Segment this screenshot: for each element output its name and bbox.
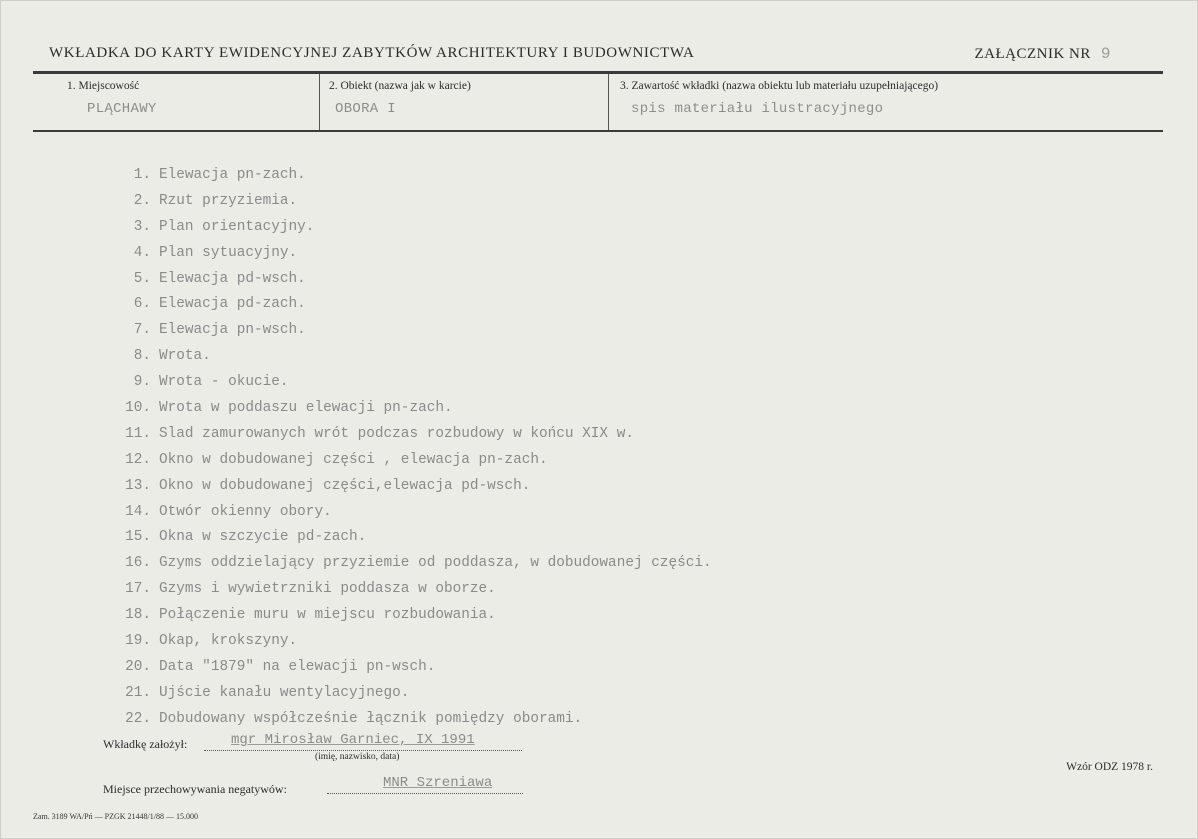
item-number: 6. [133, 296, 151, 313]
list-item [105, 292, 712, 318]
annex-label-text: ZAŁĄCZNIK NR [974, 46, 1091, 62]
field-divider-2 [608, 74, 609, 130]
item-text: Wrota w poddaszu elewacji pn-zach. [159, 400, 453, 417]
field-contents-label: 3. Zawartość wkładki (nazwa obiektu lub materiału uzupełniającego) [620, 80, 939, 92]
annex-label [974, 45, 1111, 63]
item-number: 4. [133, 244, 151, 261]
item-text: Plan sytuacyjny. [159, 244, 298, 261]
item-text: Okno w dobudowanej części , elewacja pn-zach. [159, 451, 548, 468]
list-item [105, 551, 712, 577]
item-text: Elewacja pd-zach. [159, 296, 306, 313]
item-number: 21. [125, 684, 151, 701]
annex-number: 9 [1100, 45, 1111, 63]
list-item [105, 474, 712, 500]
item-text: Slad zamurowanych wrót podczas rozbudowy w końcu XIX w. [159, 425, 634, 442]
field-object-label: 2. Obiekt (nazwa jak w karcie) [329, 80, 471, 92]
item-text: Okna w szczycie pd-zach. [159, 529, 367, 546]
list-item [105, 396, 712, 422]
item-number: 22. [125, 710, 151, 727]
item-number: 15. [125, 529, 151, 546]
list-item [105, 525, 712, 551]
item-number: 16. [125, 555, 151, 572]
item-number: 8. [133, 348, 151, 365]
item-text: Otwór okienny obory. [159, 503, 332, 520]
list-item [105, 267, 712, 293]
item-text: Data "1879" na elewacji pn-wsch. [159, 658, 436, 675]
list-item [105, 577, 712, 603]
item-text: Elewacja pn-wsch. [159, 322, 306, 339]
item-text: Okap, krokszyny. [159, 633, 298, 650]
item-text: Okno w dobudowanej części,elewacja pd-wsch. [159, 477, 531, 494]
item-number: 1. [133, 167, 151, 183]
form-title: WKŁADKA DO KARTY EWIDENCYJNEJ ZABYTKÓW ARCHITEKTURY I BUDOWNICTWA [49, 45, 695, 61]
item-text: Plan orientacyjny. [159, 218, 315, 235]
item-text: Gzyms i wywietrzniki poddasza w oborze. [159, 581, 496, 598]
item-number: 7. [133, 322, 151, 339]
author-dotted-line [204, 750, 522, 751]
field-contents-value: spis materiału ilustracyjnego [631, 101, 884, 117]
item-text: Gzyms oddzielający przyziemie od poddasza, w dobudowanej części. [159, 555, 712, 572]
list-item [105, 344, 712, 370]
list-item [105, 189, 712, 215]
item-number: 10. [125, 400, 151, 417]
list-item [105, 629, 712, 655]
item-number: 14. [125, 503, 151, 520]
author-label: Wkładkę założył: [103, 737, 188, 751]
storage-label: Miejsce przechowywania negatywów: [103, 782, 287, 796]
storage-dotted-line [327, 793, 523, 794]
field-divider-1 [319, 74, 320, 130]
list-item [105, 370, 712, 396]
list-item [105, 318, 712, 344]
list-item [105, 215, 712, 241]
item-text: Wrota - okucie. [159, 374, 289, 391]
item-text: Elewacja pn-zach. [159, 167, 306, 183]
list-item [105, 448, 712, 474]
list-item [105, 422, 712, 448]
list-item [105, 163, 712, 189]
item-text: Wrota. [159, 348, 211, 365]
item-number: 13. [125, 477, 151, 494]
field-locality-value: PLĄCHAWY [87, 101, 157, 117]
list-item [105, 707, 712, 733]
list-item [105, 500, 712, 526]
list-item [105, 241, 712, 267]
storage-value: MNR Szreniawa [383, 775, 493, 791]
item-number: 19. [125, 633, 151, 650]
item-text: Elewacja pd-wsch. [159, 270, 306, 287]
item-text: Połączenie muru w miejscu rozbudowania. [159, 607, 496, 624]
item-number: 11. [125, 425, 151, 442]
print-info: Zam. 3189 WA/Pń — PZGK 21448/1/88 — 15.000 [33, 812, 198, 821]
author-value: mgr Mirosław Garniec, IX 1991 [231, 732, 475, 748]
header-top-rule [33, 71, 1163, 74]
item-number: 5. [133, 270, 151, 287]
author-sublabel: (imię, nazwisko, data) [315, 752, 400, 762]
list-item [105, 655, 712, 681]
item-number: 9. [133, 374, 151, 391]
item-number: 12. [125, 451, 151, 468]
item-number: 2. [133, 192, 151, 209]
form-template-note: Wzór ODZ 1978 r. [1066, 761, 1153, 773]
list-item [105, 603, 712, 629]
header-bottom-rule [33, 130, 1163, 132]
field-object-value: OBORA I [335, 101, 396, 117]
item-number: 17. [125, 581, 151, 598]
list-item [105, 681, 712, 707]
item-number: 3. [133, 218, 151, 235]
item-text: Ujście kanału wentylacyjnego. [159, 684, 410, 701]
item-text: Dobudowany współcześnie łącznik pomiędzy oborami. [159, 710, 583, 727]
field-locality-label: 1. Miejscowość [67, 80, 140, 92]
illustration-list [105, 163, 712, 733]
item-text: Rzut przyziemia. [159, 192, 298, 209]
item-number: 18. [125, 607, 151, 624]
item-number: 20. [125, 658, 151, 675]
